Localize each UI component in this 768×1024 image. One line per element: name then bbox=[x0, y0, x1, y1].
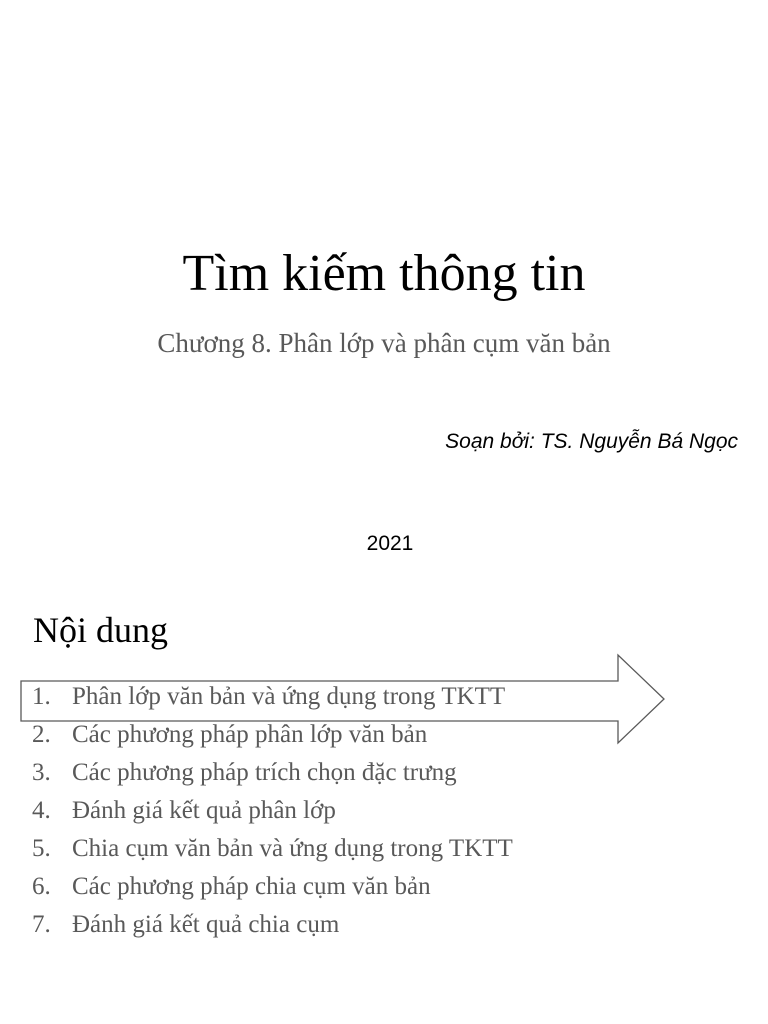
list-item-number: 5. bbox=[32, 835, 51, 862]
contents-heading: Nội dung bbox=[33, 610, 168, 650]
list-item bbox=[32, 792, 513, 830]
list-item-label: Các phương pháp chia cụm văn bản bbox=[72, 873, 431, 900]
chapter-subtitle: Chương 8. Phân lớp và phân cụm văn bản bbox=[157, 328, 611, 358]
list-item-label: Các phương pháp trích chọn đặc trưng bbox=[72, 759, 457, 786]
list-item-label: Đánh giá kết quả chia cụm bbox=[72, 911, 340, 938]
list-item bbox=[32, 906, 513, 944]
list-item-number: 3. bbox=[32, 759, 51, 786]
contents-list bbox=[32, 678, 513, 944]
list-item-number: 7. bbox=[32, 911, 51, 938]
presentation-title: Tìm kiếm thông tin bbox=[182, 245, 586, 302]
author-credit: Soạn bởi: TS. Nguyễn Bá Ngọc bbox=[445, 430, 738, 453]
list-item-label: Phân lớp văn bản và ứng dụng trong TKTT bbox=[72, 683, 506, 710]
contents-slide bbox=[0, 512, 768, 1024]
list-item-number: 2. bbox=[32, 721, 51, 748]
list-item bbox=[32, 868, 513, 906]
list-item bbox=[32, 754, 513, 792]
list-item bbox=[32, 678, 513, 716]
list-item bbox=[32, 716, 513, 754]
year-label: 2021 bbox=[366, 532, 414, 555]
list-item-label: Đánh giá kết quả phân lớp bbox=[72, 797, 336, 824]
list-item bbox=[32, 830, 513, 868]
list-item-label: Chia cụm văn bản và ứng dụng trong TKTT bbox=[72, 835, 513, 862]
list-item-number: 1. bbox=[32, 683, 51, 710]
list-item-number: 4. bbox=[32, 797, 51, 824]
list-item-label: Các phương pháp phân lớp văn bản bbox=[72, 721, 428, 748]
list-item-number: 6. bbox=[32, 873, 51, 900]
